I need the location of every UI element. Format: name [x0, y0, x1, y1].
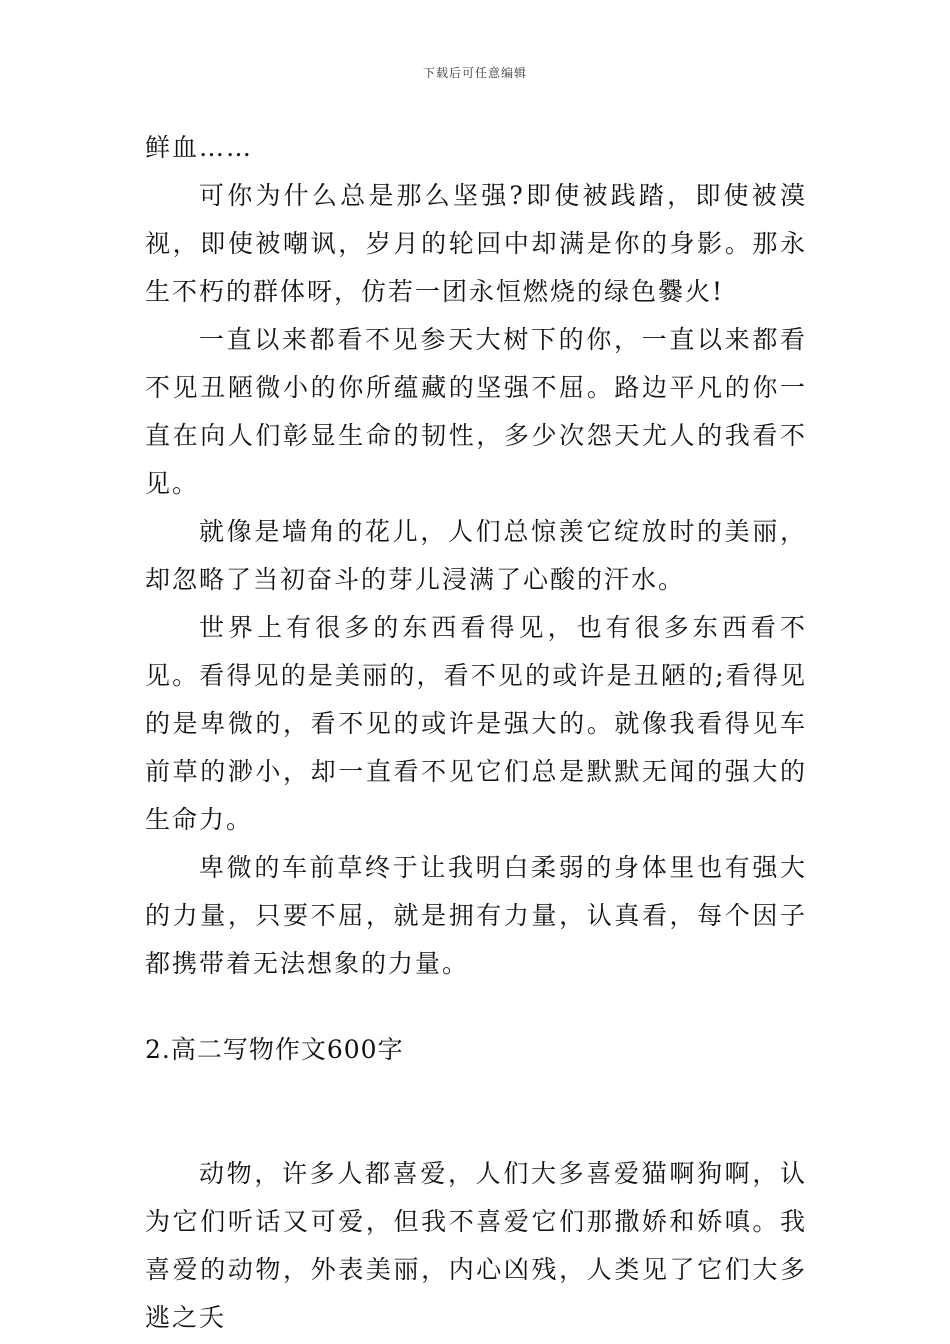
paragraph: 世界上有很多的东西看得见，也有很多东西看不见。看得见的是美丽的，看不见的或许是丑陋的;看得见的是卑微的，看不见的或许是强大的。就像我看得见车前草的渺小，却一直看不见它们总是默默无闻的强大的生命力。 [145, 613, 807, 834]
paragraph: 就像是墙角的花儿，人们总惊羡它绽放时的美丽，却忽略了当初奋斗的芽儿浸满了心酸的汗水。 [145, 517, 807, 594]
paragraph-continuation: 鲜血…… [145, 133, 254, 162]
paragraph: 卑微的车前草终于让我明白柔弱的身体里也有强大的力量，只要不屈，就是拥有力量，认真看，每个因子都携带着无法想象的力量。 [145, 853, 807, 978]
section-heading: 2.高二写物作文600字 [145, 1035, 404, 1064]
page-header: 下载后可任意编辑 [422, 66, 527, 80]
paragraph: 动物，许多人都喜爱，人们大多喜爱猫啊狗啊，认为它们听话又可爱，但我不喜爱它们那撒娇和娇嗔。我喜爱的动物，外表美丽，内心凶残，人类见了它们大多逃之夭 [145, 1159, 807, 1332]
paragraph: 一直以来都看不见参天大树下的你，一直以来都看不见丑陋微小的你所蕴藏的坚强不屈。路边平凡的你一直在向人们彰显生命的韧性，多少次怨天尤人的我看不见。 [145, 325, 807, 498]
document-body [145, 124, 807, 1342]
paragraph: 可你为什么总是那么坚强?即使被践踏，即使被漠视，即使被嘲讽，岁月的轮回中却满是你的身影。那永生不朽的群体呀，仿若一团永恒燃烧的绿色爨火! [145, 181, 807, 306]
